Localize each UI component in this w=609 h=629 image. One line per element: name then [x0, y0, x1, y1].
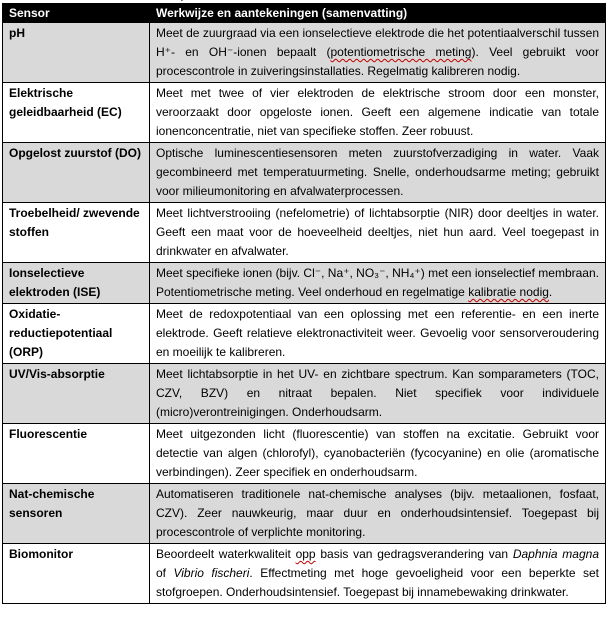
header-sensor: Sensor	[3, 4, 150, 23]
table-row	[3, 304, 606, 364]
table-row	[3, 23, 606, 83]
sensor-description: Meet uitgezonden licht (fluorescentie) van stoffen na excitatie. Gebruikt voor detectie van algen (chlorofyl), cyanobacteriën (fycocyanine) en olie (aromatische verbindingen). Zeer specifiek en onderhoudsarm.	[150, 424, 606, 484]
sensor-name: Opgelost zuurstof (DO)	[3, 143, 150, 203]
sensor-description: Automatiseren traditionele nat-chemische analyses (bijv. metaalionen, fosfaat, CZV). Zeer nauwkeurig, maar duur en onderhoudsintensief. Toegepast bij procescontrole of verplichte monitoring.	[150, 484, 606, 544]
table-row	[3, 364, 606, 424]
sensor-name: Fluorescentie	[3, 424, 150, 484]
spellcheck-flag: potentiometrische meting	[330, 45, 472, 59]
spellcheck-flag: kalibratie nodig	[468, 285, 549, 299]
sensor-description: Meet lichtabsorptie in het UV- en zichtbare spectrum. Kan somparameters (TOC, CZV, BZV) en nitraat bepalen. Niet specifiek voor individuele (micro)verontreinigingen. Onderhoudsarm.	[150, 364, 606, 424]
sensor-description: Meet met twee of vier elektroden de elektrische stroom door een monster, veroorzaakt door opgeloste ionen. Geeft een algemene indicatie van totale ionenconcentratie, niet van specifieke stoffen. Zeer robuust.	[150, 83, 606, 143]
table-row	[3, 484, 606, 544]
sensor-name: pH	[3, 23, 150, 83]
sensor-name: Oxidatie-reductiepotentiaal (ORP)	[3, 304, 150, 364]
sensor-name: Troebelheid/ zwevende stoffen	[3, 203, 150, 263]
table-row	[3, 203, 606, 263]
sensor-description: Meet de redoxpotentiaal van een oplossing met een referentie- en een inerte elektrode. Geeft relatieve elektronactiviteit weer. Gevoelig voor sensorveroudering en moeilijk te kalibreren.	[150, 304, 606, 364]
table-row	[3, 143, 606, 203]
table-row	[3, 544, 606, 604]
table-row	[3, 263, 606, 304]
header-werkwijze: Werkwijze en aantekeningen (samenvatting)	[150, 4, 606, 23]
sensor-description: Meet specifieke ionen (bijv. Cl⁻, Na⁺, NO₃⁻, NH₄⁺) met een ionselectief membraan. Potentiometrische meting. Veel onderhoud en regelmatige kalibratie nodig.	[150, 263, 606, 304]
sensor-table	[2, 3, 606, 604]
spellcheck-flag: opp	[295, 547, 316, 561]
table-row	[3, 424, 606, 484]
sensor-name: Nat-chemische sensoren	[3, 484, 150, 544]
sensor-description: Meet de zuurgraad via een ionselectieve elektrode die het potentiaalverschil tussen H⁺- en OH⁻-ionen bepaalt (potentiometrische meting). Veel gebruikt voor procescontrole in zuiveringsinstallaties. Regelmatig kalibreren nodig.	[150, 23, 606, 83]
sensor-name: UV/Vis-absorptie	[3, 364, 150, 424]
sensor-description: Beoordeelt waterkwaliteit opp basis van gedragsverandering van Daphnia magna of Vibrio fischeri. Effectmeting met hoge gevoeligheid voor een beperkte set stofgroepen. Onderhoudsintensief. Toegepast bij innamebewaking drinkwater.	[150, 544, 606, 604]
sensor-name: Ionselectieve elektroden (ISE)	[3, 263, 150, 304]
table-row	[3, 83, 606, 143]
table-header-row	[3, 4, 606, 23]
sensor-name: Biomonitor	[3, 544, 150, 604]
sensor-description: Meet lichtverstrooiing (nefelometrie) of lichtabsorptie (NIR) door deeltjes in water. Geeft een maat voor de hoeveelheid deeltjes, niet hun aard. Veel toegepast in drinkwater en afvalwater.	[150, 203, 606, 263]
sensor-name: Elektrische geleidbaarheid (EC)	[3, 83, 150, 143]
sensor-description: Optische luminescentiesensoren meten zuurstofverzadiging in water. Vaak gecombineerd met temperatuurmeting. Snelle, onderhoudsarme meting; gebruikt voor milieumonitoring en afvalwaterprocessen.	[150, 143, 606, 203]
